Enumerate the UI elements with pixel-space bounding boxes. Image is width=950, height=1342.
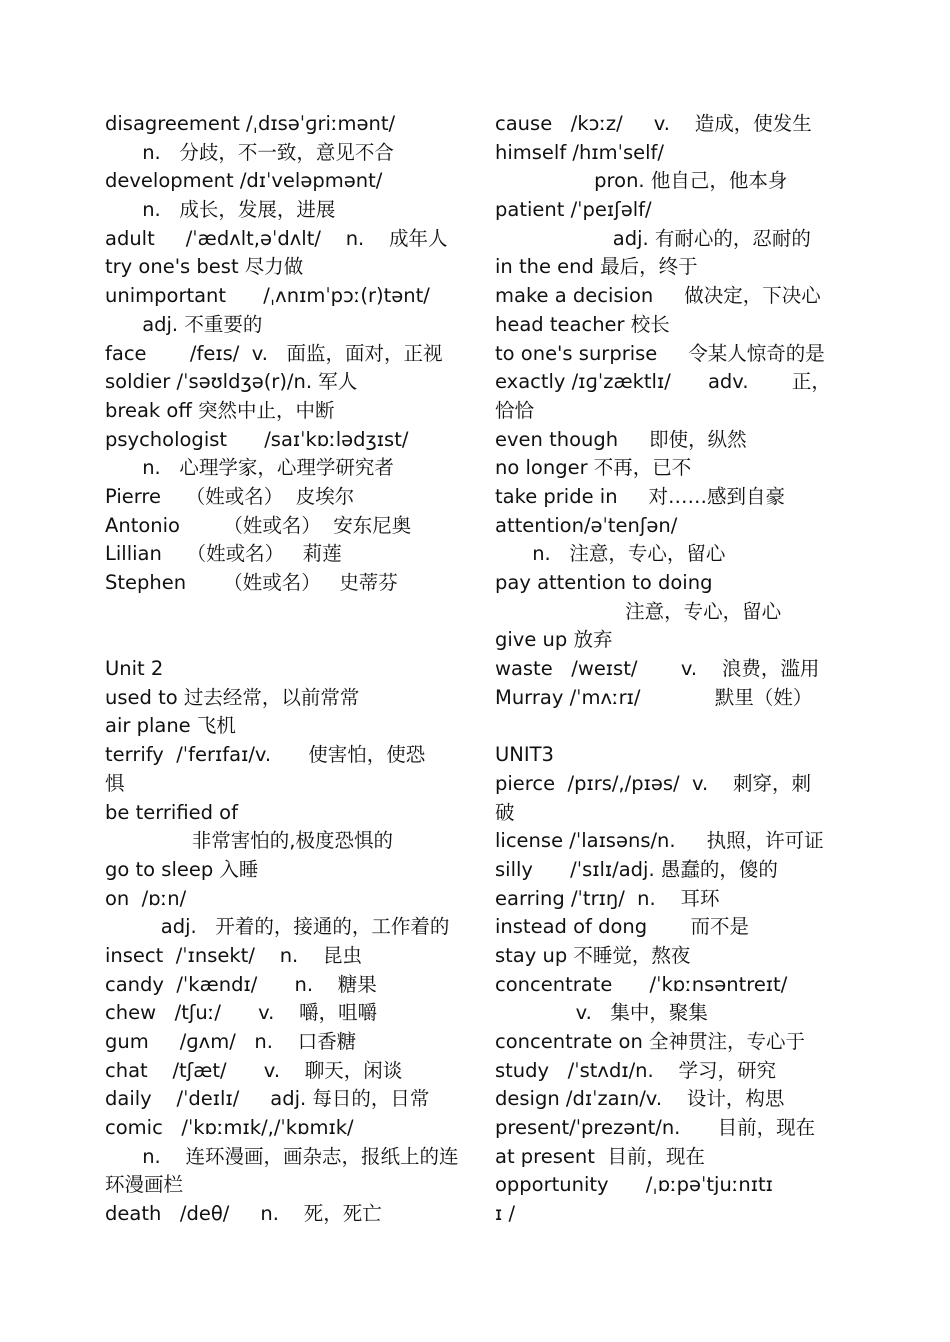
vocab-line: insect /ˈɪnsekt/ n. 昆虫 bbox=[105, 943, 363, 967]
vocab-line: present/ˈprezənt/n. 目前，现在 bbox=[495, 1116, 816, 1140]
vocab-line: candy /ˈkændɪ/ n. 糖果 bbox=[105, 972, 377, 996]
vocab-line: in the end 最后，终于 bbox=[495, 255, 698, 279]
vocab-line: death /deθ/ n. 死，死亡 bbox=[105, 1202, 382, 1226]
right-column bbox=[495, 110, 850, 1229]
vocab-line: earring /ˈtrɪŋ/ n. 耳环 bbox=[495, 886, 720, 910]
vocab-line: ɪ / bbox=[495, 1202, 516, 1226]
vocab-line: give up 放弃 bbox=[495, 628, 613, 652]
vocab-line: adult /ˈædʌlt,əˈdʌlt/ n. 成年人 bbox=[105, 226, 448, 250]
vocab-line: study /ˈstʌdɪ/n. 学习，研究 bbox=[495, 1058, 776, 1082]
vocab-line: 惧 bbox=[105, 771, 125, 795]
vocab-line: design /dɪˈzaɪn/v. 设计，构思 bbox=[495, 1087, 785, 1111]
vocab-line: Stephen （姓或名） 史蒂芬 bbox=[105, 571, 398, 594]
vocab-line: make a decision 做决定，下决心 bbox=[495, 284, 821, 308]
vocab-line: even though 即使，纵然 bbox=[495, 427, 747, 451]
vocab-line: comic /ˈkɒːmɪk/,/ˈkɒmɪk/ bbox=[105, 1116, 354, 1140]
vocab-line: concentrate /ˈkɒːnsəntreɪt/ bbox=[495, 972, 788, 996]
vocab-line: chat /tʃæt/ v. 聊天，闲谈 bbox=[105, 1058, 403, 1082]
vocab-line: instead of dong 而不是 bbox=[495, 915, 750, 939]
vocab-line: try one's best 尽力做 bbox=[105, 255, 304, 279]
vocab-line: gum /ɡʌm/ n. 口香糖 bbox=[105, 1030, 357, 1053]
vocab-line: to one's surprise 令某人惊奇的是 bbox=[495, 341, 825, 365]
vocab-line: license /ˈlaɪsəns/n. 执照，许可证 bbox=[495, 829, 824, 853]
vocab-line: soldier /ˈsəʊldʒə(r)/n. 军人 bbox=[105, 370, 358, 394]
vocab-line: cause /kɔːz/ v. 造成，使发生 bbox=[495, 112, 812, 135]
vocab-line: Unit 2 bbox=[105, 657, 164, 681]
vocab-line: 非常害怕的,极度恐惧的 bbox=[105, 829, 393, 853]
vocab-line: Pierre （姓或名） 皮埃尔 bbox=[105, 484, 355, 508]
vocab-line: unimportant /ˌʌnɪmˈpɔː(r)tənt/ bbox=[105, 284, 430, 308]
vocab-line: daily /ˈdeɪlɪ/ adj. 每日的，日常 bbox=[105, 1087, 430, 1111]
vocab-line: n. 成长，发展，进展 bbox=[105, 198, 336, 222]
vocab-line: go to sleep 入睡 bbox=[105, 857, 259, 881]
vocab-line: face /feɪs/ v. 面监，面对，正视 bbox=[105, 341, 443, 365]
vocab-line bbox=[495, 712, 850, 741]
vocab-line: waste /weɪst/ v. 浪费，滥用 bbox=[495, 657, 820, 681]
vocab-line: break off 突然中止，中断 bbox=[105, 398, 335, 422]
vocab-line: no longer 不再，已不 bbox=[495, 456, 692, 480]
vocab-line: used to 过去经常，以前常常 bbox=[105, 685, 360, 709]
vocab-line: air plane 飞机 bbox=[105, 714, 236, 738]
vocab-line: development /dɪˈveləpmənt/ bbox=[105, 169, 383, 193]
vocab-line: head teacher 校长 bbox=[495, 312, 670, 336]
vocab-line: himself /hɪmˈself/ bbox=[495, 140, 664, 164]
vocab-line: n. 注意，专心，留心 bbox=[495, 542, 726, 566]
vocab-line: psychologist /saɪˈkɒːlədʒɪst/ bbox=[105, 427, 409, 451]
vocab-line: chew /tʃuː/ v. 嚼，咀嚼 bbox=[105, 1001, 378, 1025]
vocab-line: be terrified of bbox=[105, 800, 238, 824]
vocab-line: attention/əˈtenʃən/ bbox=[495, 513, 678, 537]
vocab-line: adj. 开着的，接通的，工作着的 bbox=[105, 915, 450, 939]
vocab-line: Murray /ˈmʌːrɪ/ 默里（姓） bbox=[495, 685, 813, 709]
vocab-line bbox=[105, 626, 460, 655]
vocab-line: UNIT3 bbox=[495, 743, 554, 767]
vocab-line: 破 bbox=[495, 800, 515, 824]
vocab-line: patient /ˈpeɪʃəlf/ bbox=[495, 198, 652, 222]
vocab-line: n. 连环漫画，画杂志，报纸上的连 bbox=[105, 1144, 459, 1168]
vocab-line: terrify /ˈferɪfaɪ/v. 使害怕，使恐 bbox=[105, 743, 426, 767]
vocab-line: adj. 有耐心的，忍耐的 bbox=[495, 226, 811, 250]
vocab-line: pierce /pɪrs/,/pɪəs/ v. 刺穿，刺 bbox=[495, 771, 811, 795]
vocab-line: Lillian （姓或名） 莉莲 bbox=[105, 542, 342, 566]
vocab-line: Antonio （姓或名） 安东尼奥 bbox=[105, 513, 412, 537]
vocab-line: n. 心理学家，心理学研究者 bbox=[105, 456, 394, 480]
vocab-line: 注意，专心，留心 bbox=[495, 599, 782, 623]
vocab-line: 环漫画栏 bbox=[105, 1173, 184, 1197]
vocab-line: disagreement /ˌdɪsəˈɡriːmənt/ bbox=[105, 112, 396, 135]
left-column bbox=[105, 110, 460, 1229]
vocab-line: v. 集中，聚集 bbox=[495, 1001, 708, 1025]
vocab-line: take pride in 对……感到自豪 bbox=[495, 484, 786, 508]
vocab-line: on /ɒːn/ bbox=[105, 886, 187, 910]
vocab-line: stay up 不睡觉，熬夜 bbox=[495, 943, 691, 967]
vocab-line: n. 分歧，不一致，意见不合 bbox=[105, 140, 394, 164]
vocab-line: pron. 他自己，他本身 bbox=[495, 169, 788, 193]
vocab-line: 恰恰 bbox=[495, 398, 535, 422]
vocab-line: concentrate on 全神贯注，专心于 bbox=[495, 1030, 806, 1053]
vocab-line: pay attention to doing bbox=[495, 571, 713, 594]
vocab-line: at present 目前，现在 bbox=[495, 1144, 705, 1168]
vocab-line bbox=[105, 598, 460, 627]
vocab-line: exactly /ɪɡˈzæktlɪ/ adv. 正， bbox=[495, 370, 831, 394]
vocab-line: opportunity /ˌɒːpəˈtjuːnɪtɪ bbox=[495, 1173, 773, 1197]
vocab-line: adj. 不重要的 bbox=[105, 312, 263, 336]
vocab-line: silly /ˈsɪlɪ/adj. 愚蠢的，傻的 bbox=[495, 857, 778, 881]
